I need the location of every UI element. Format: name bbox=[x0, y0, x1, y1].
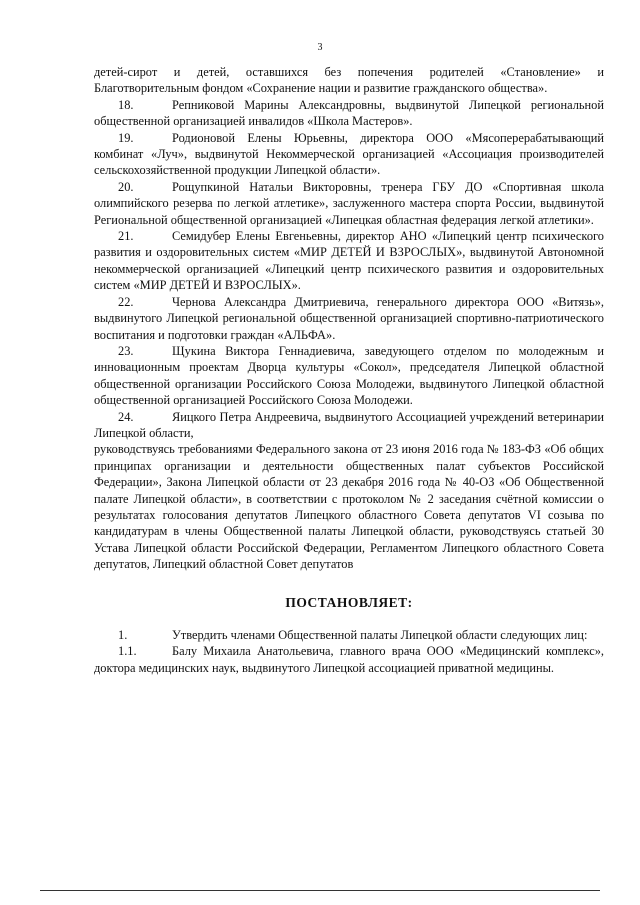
item-number: 18. bbox=[118, 97, 134, 112]
item-text: Репниковой Марины Александровны, выдвинутой Липецкой региональной общественной организацией инвалидов «Школа Мастеров». bbox=[94, 97, 604, 129]
resolution-item-1 bbox=[94, 627, 604, 643]
page-number: 3 bbox=[317, 42, 323, 53]
resolution-heading: ПОСТАНОВЛЯЕТ: bbox=[285, 594, 413, 610]
item-text: Утвердить членами Общественной палаты Липецкой области следующих лиц: bbox=[172, 628, 588, 642]
item-text: Рощупкиной Натальи Викторовны, тренера ГБУ ДО «Спортивная школа олимпийского резерва по легкой атлетике», заслуженного мастера спорта России, выдвинутой Региональной общественной организацией «Липецкая областная федерация легкой атлетики». bbox=[94, 179, 604, 227]
list-item-24 bbox=[94, 409, 604, 442]
paragraph-guided-by: руководствуясь требованиями Федерального закона от 23 июня 2016 года № 183-ФЗ «Об общих принципах организации и деятельности общественных палат субъектов Российской Федерации», Закона Липецкой области от 23 декабря 2016 года № 40-ОЗ «Об Общественной палате Липецкой области», в соответствии с протоколом № 2 заседания счётной комиссии о результатах голосования депутатов Липецкого областного Совета депутатов VI созыва по кандидатурам в члены Общественной палаты Липецкой области, руководствуясь статьей 30 Устава Липецкой области Российской Федерации, Регламентом Липецкого областного Совета депутатов, Липецкий областной Совет депутатов bbox=[94, 442, 604, 572]
item-text: Яицкого Петра Андреевича, выдвинутого Ассоциацией учреждений ветеринарии Липецкой области, bbox=[94, 409, 604, 440]
item-number: 19. bbox=[118, 130, 134, 145]
list-item-23 bbox=[94, 343, 604, 409]
item-number: 21. bbox=[118, 229, 134, 244]
item-text: Щукина Виктора Геннадиевича, заведующего отделом по молодежным и инновационным проектам Дворца культуры «Сокол», председателя Липецкой областной общественной организации Российского Союза Молодежи, выдвинутого Липецкой областной общественной организацией Российского Союза Молодежи. bbox=[94, 343, 604, 408]
item-text: Чернова Александра Дмитриевича, генерального директора ООО «Витязь», выдвинутого Липецкой региональной общественной организацией спортивно-патриотического воспитания и подготовки граждан «АЛЬФА». bbox=[94, 294, 604, 342]
item-number: 20. bbox=[118, 179, 134, 194]
list-item-20 bbox=[94, 179, 604, 228]
list-item-19 bbox=[94, 130, 604, 179]
item-number: 24. bbox=[118, 409, 134, 424]
item-number: 22. bbox=[118, 294, 134, 309]
bottom-divider bbox=[40, 890, 600, 891]
paragraph-continuation: детей-сирот и детей, оставшихся без попечения родителей «Становление» и Благотворительным фондом «Сохранение нации и развитие гражданского общества». bbox=[94, 65, 604, 96]
item-text: Балу Михаила Анатольевича, главного врача ООО «Медицинский комплекс», доктора медицинских наук, выдвинутого Липецкой ассоциацией приватной медицины. bbox=[94, 644, 604, 675]
item-number: 1. bbox=[118, 628, 128, 642]
list-item-22 bbox=[94, 294, 604, 343]
resolution-item-1-1 bbox=[94, 643, 604, 676]
item-text: Родионовой Елены Юрьевны, директора ООО «Мясоперерабатывающий комбинат «Луч», выдвинутой Некоммерческой организацией «Ассоциация производителей сельскохозяйственной продукции Липецкой области». bbox=[94, 130, 604, 178]
document-body bbox=[94, 64, 604, 676]
list-item-21 bbox=[94, 228, 604, 294]
item-number: 23. bbox=[118, 343, 134, 358]
item-text: Семидубер Елены Евгеньевны, директор АНО «Липецкий центр психического развития и оздоровительных систем «МИР ДЕТЕЙ И ВЗРОСЛЫХ», выдвинутой Автономной некоммерческой организацией «Липецкий центр психического развития и оздоровительных систем «МИР ДЕТЕЙ И ВЗРОСЛЫХ». bbox=[94, 229, 604, 293]
list-item-18 bbox=[94, 97, 604, 130]
item-number: 1.1. bbox=[118, 644, 137, 659]
